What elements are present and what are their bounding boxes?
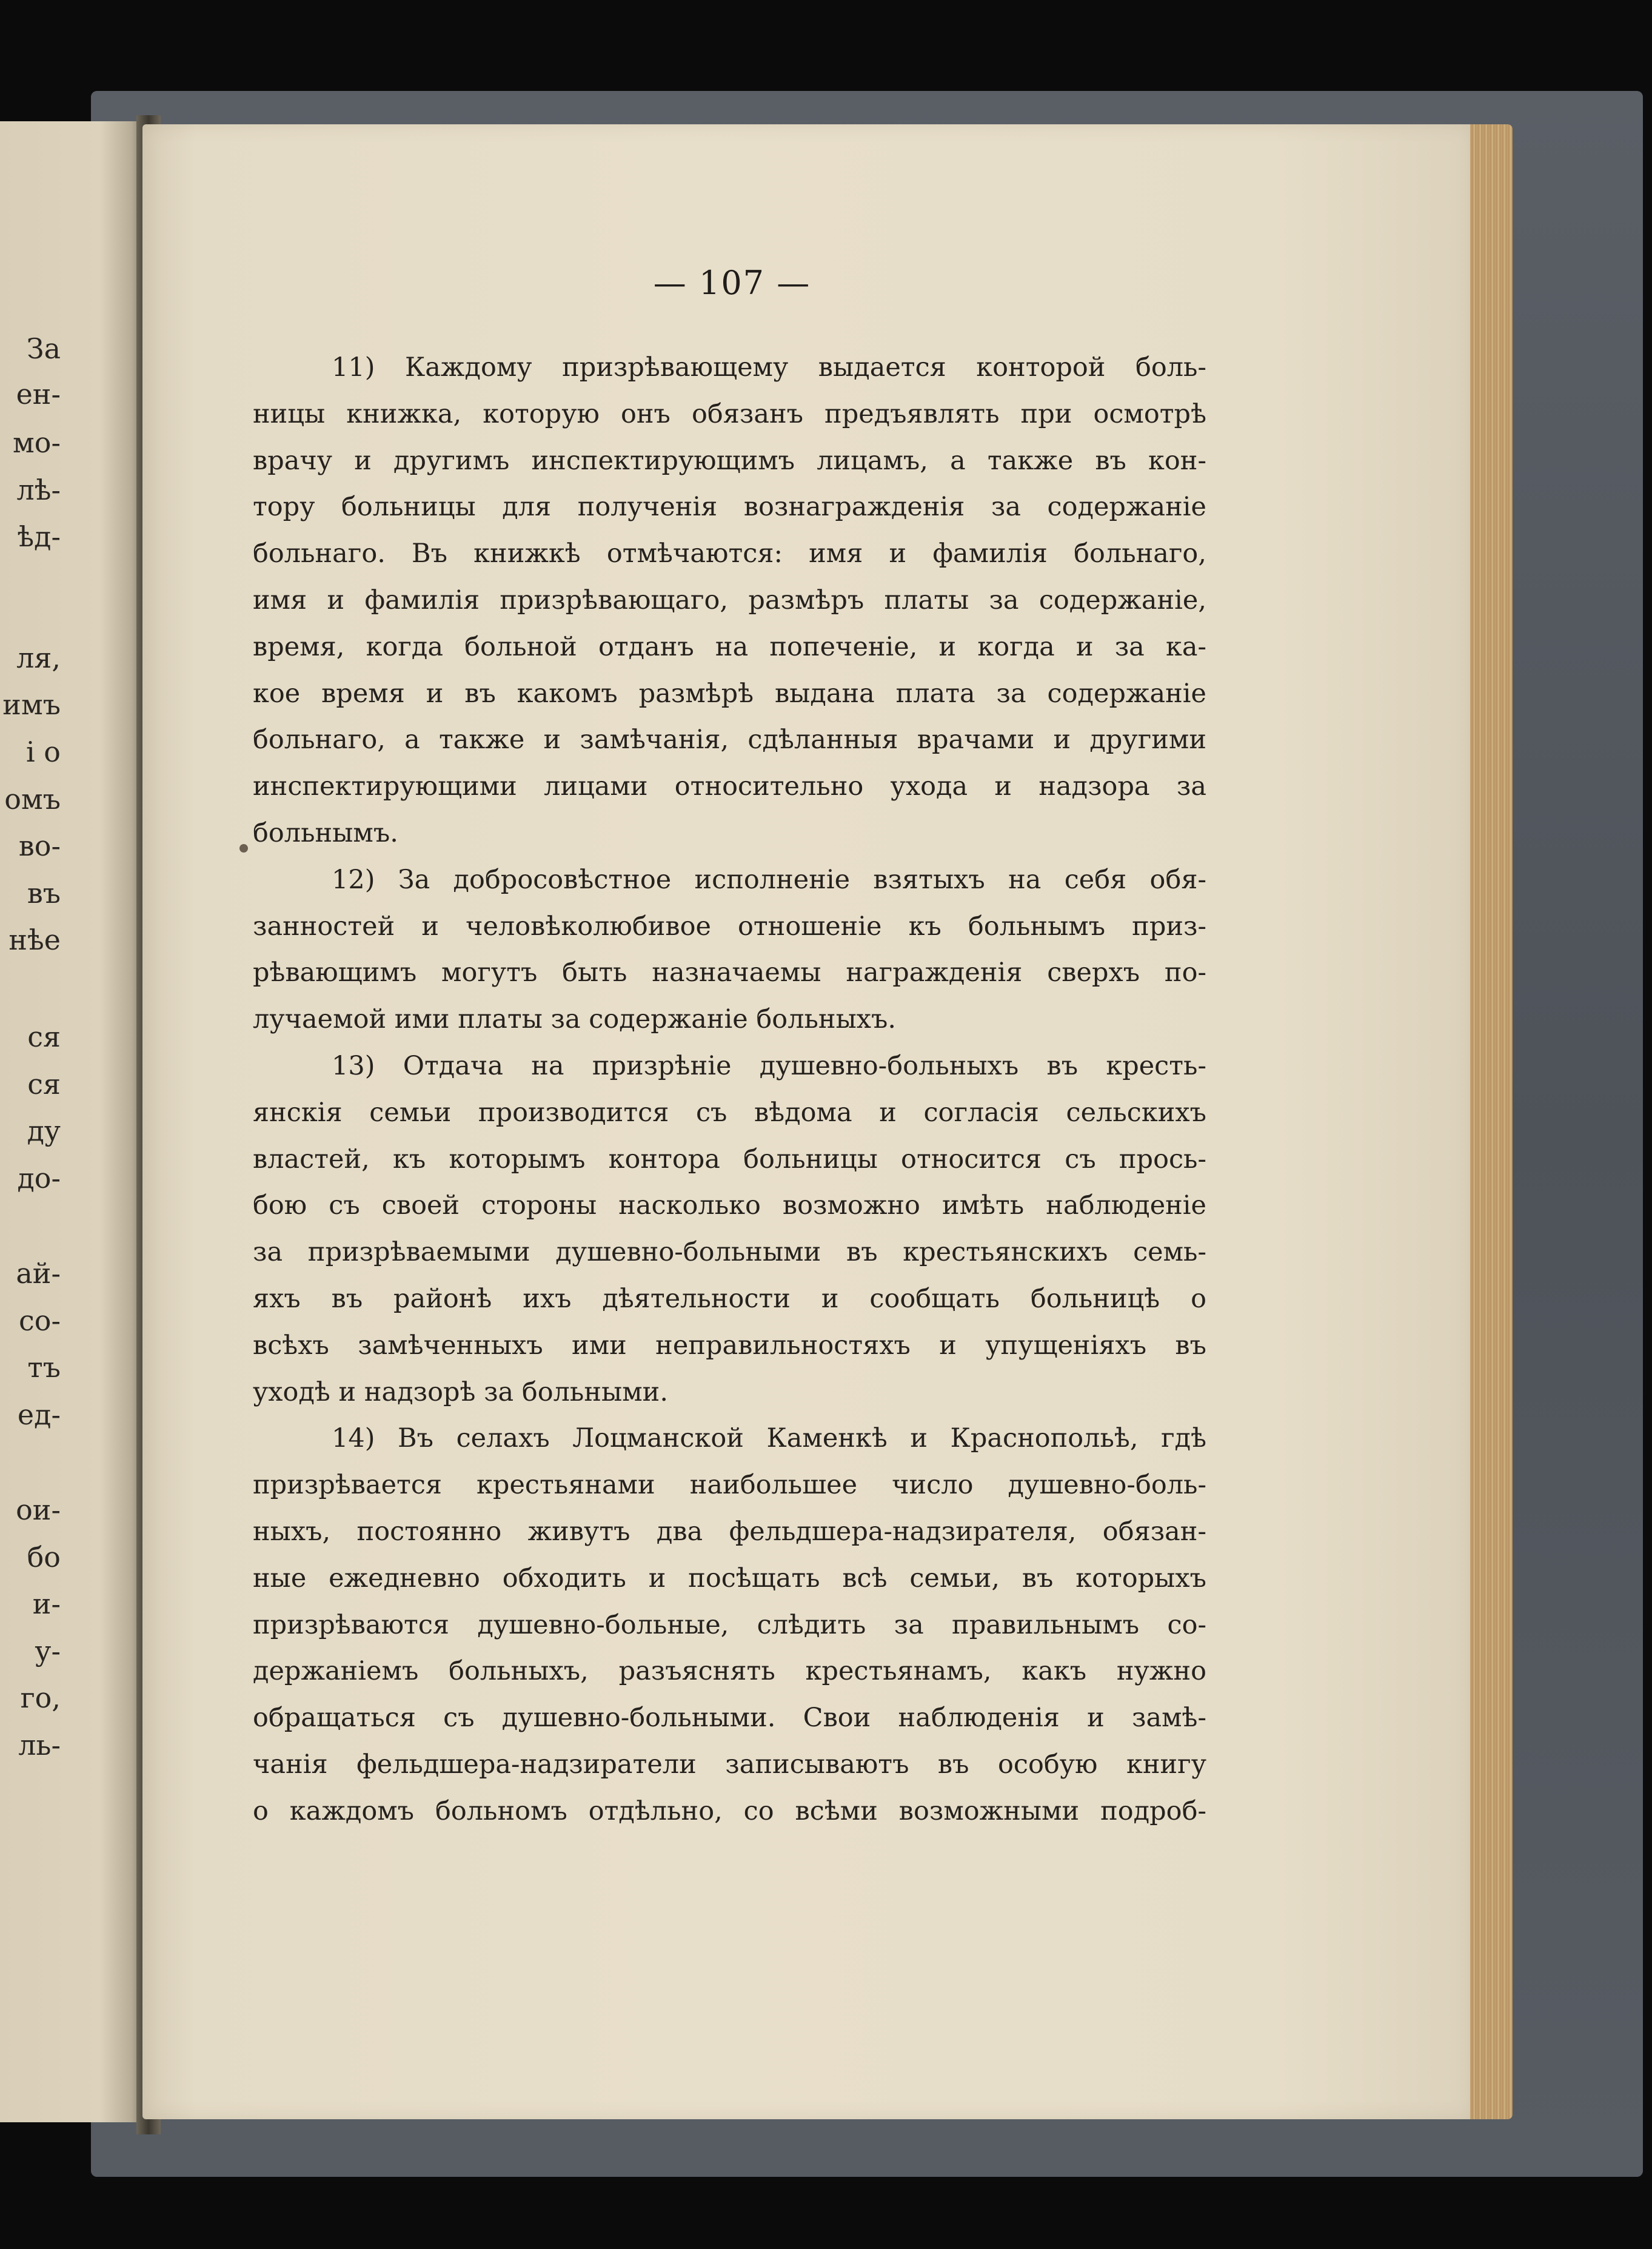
page-number: — 107 — (653, 264, 811, 302)
left-page-fragment: го, (20, 1681, 61, 1714)
text-line: инспектирующими лицами относительно ухода и надзора за (253, 771, 1206, 802)
left-page-fragment: ои- (16, 1493, 61, 1526)
text-line: янскія семьи производится съ вѣдома и согласія сельскихъ (253, 1097, 1206, 1128)
left-page-fragment: въ (27, 877, 61, 910)
left-page-fragment: со- (19, 1304, 61, 1337)
left-page-fragment: ен- (16, 378, 61, 411)
left-page-fragment: имъ (2, 688, 61, 721)
page-edges (1470, 124, 1513, 2119)
text-line: больнымъ. (253, 817, 398, 848)
text-line: кое время и въ какомъ размѣрѣ выдана плата за содержаніе (253, 678, 1206, 709)
left-page-fragment: ед- (17, 1398, 61, 1431)
left-page-fragment: тъ (27, 1351, 61, 1384)
text-line: лучаемой ими платы за содержаніе больныхъ. (253, 1004, 897, 1035)
text-line: врачу и другимъ инспектирующимъ лицамъ, а также въ кон- (253, 445, 1206, 476)
left-page-fragment: ѣд- (17, 520, 61, 553)
text-line: властей, къ которымъ контора больницы относится съ прось- (253, 1144, 1206, 1175)
left-page-fragment: ся (27, 1068, 61, 1101)
left-page-fragment: мо- (12, 426, 61, 459)
left-page-fragment: у- (35, 1635, 61, 1667)
left-page-fragment: ся (27, 1021, 61, 1053)
text-line: призрѣвается крестьянами наибольшее число душевно-боль- (253, 1470, 1206, 1501)
text-line: о каждомъ больномъ отдѣльно, со всѣми возможными подроб- (253, 1795, 1206, 1826)
text-line: ныхъ, постоянно живутъ два фельдшера-надзирателя, обязан- (253, 1516, 1206, 1547)
text-line: время, когда больной отданъ на попеченіе, и когда и за ка- (253, 631, 1206, 662)
text-line: 12) За добросовѣстное исполненіе взятыхъ на себя обя- (332, 864, 1206, 895)
text-line: чанія фельдшера-надзиратели записываютъ въ особую книгу (253, 1749, 1206, 1780)
text-line: рѣвающимъ могутъ быть назначаемы награжденія сверхъ по- (253, 957, 1206, 988)
text-line: ные ежедневно обходить и посѣщать всѣ семьи, въ которыхъ (253, 1563, 1206, 1594)
page-body (253, 344, 1206, 1835)
text-line: бою съ своей стороны насколько возможно имѣть наблюденіе (253, 1190, 1206, 1221)
text-line: держаніемъ больныхъ, разъяснять крестьянамъ, какъ нужно (253, 1656, 1206, 1687)
ink-spot (239, 844, 248, 853)
text-line: тору больницы для полученія вознагражденія за содержаніе (253, 492, 1206, 523)
text-line: имя и фамилія призрѣвающаго, размѣръ платы за содержаніе, (253, 585, 1206, 615)
left-page-fragment: ль- (18, 1729, 61, 1761)
left-page-fragment: омъ (4, 783, 61, 816)
left-page-fragment: і о (25, 736, 61, 768)
text-line: занностей и человѣколюбивое отношеніе къ больнымъ приз- (253, 911, 1206, 942)
left-page-fragment: до- (17, 1162, 61, 1195)
text-line: 11) Каждому призрѣвающему выдается конторой боль- (332, 352, 1206, 383)
left-page-fragment: лѣ- (16, 474, 61, 506)
text-line: за призрѣваемыми душевно-больными въ крестьянскихъ семь- (253, 1237, 1206, 1268)
left-page-fragment: ля, (16, 642, 61, 674)
text-line: 14) Въ селахъ Лоцманской Каменкѣ и Краснопольѣ, гдѣ (332, 1423, 1206, 1454)
text-line: больнаго, а также и замѣчанія, сдѣланныя врачами и другими (253, 725, 1206, 756)
text-line: призрѣваются душевно-больные, слѣдить за правильнымъ со- (253, 1609, 1206, 1640)
text-line: яхъ въ районѣ ихъ дѣятельности и сообщать больницѣ о (253, 1283, 1206, 1314)
text-line: 13) Отдача на призрѣніе душевно-больныхъ въ кресть- (332, 1050, 1206, 1081)
text-line: уходѣ и надзорѣ за больными. (253, 1376, 668, 1407)
left-page-fragment: во- (18, 830, 61, 862)
text-line: всѣхъ замѣченныхъ ими неправильностяхъ и упущеніяхъ въ (253, 1330, 1206, 1361)
left-page-fragment: ай- (16, 1257, 61, 1290)
text-line: ницы книжка, которую онъ обязанъ предъявлять при осмотрѣ (253, 398, 1206, 429)
left-page-fragment: ду (27, 1114, 61, 1147)
left-page-fragment: и- (32, 1587, 61, 1620)
left-page-fragment: нѣе (8, 923, 61, 956)
left-page-fragment: За (26, 332, 61, 365)
left-page-fragment: бо (27, 1541, 61, 1574)
left-page (0, 121, 142, 2122)
text-line: обращаться съ душевно-больными. Свои наблюденія и замѣ- (253, 1703, 1206, 1734)
text-line: больнаго. Въ книжкѣ отмѣчаются: имя и фамилія больнаго, (253, 538, 1206, 569)
